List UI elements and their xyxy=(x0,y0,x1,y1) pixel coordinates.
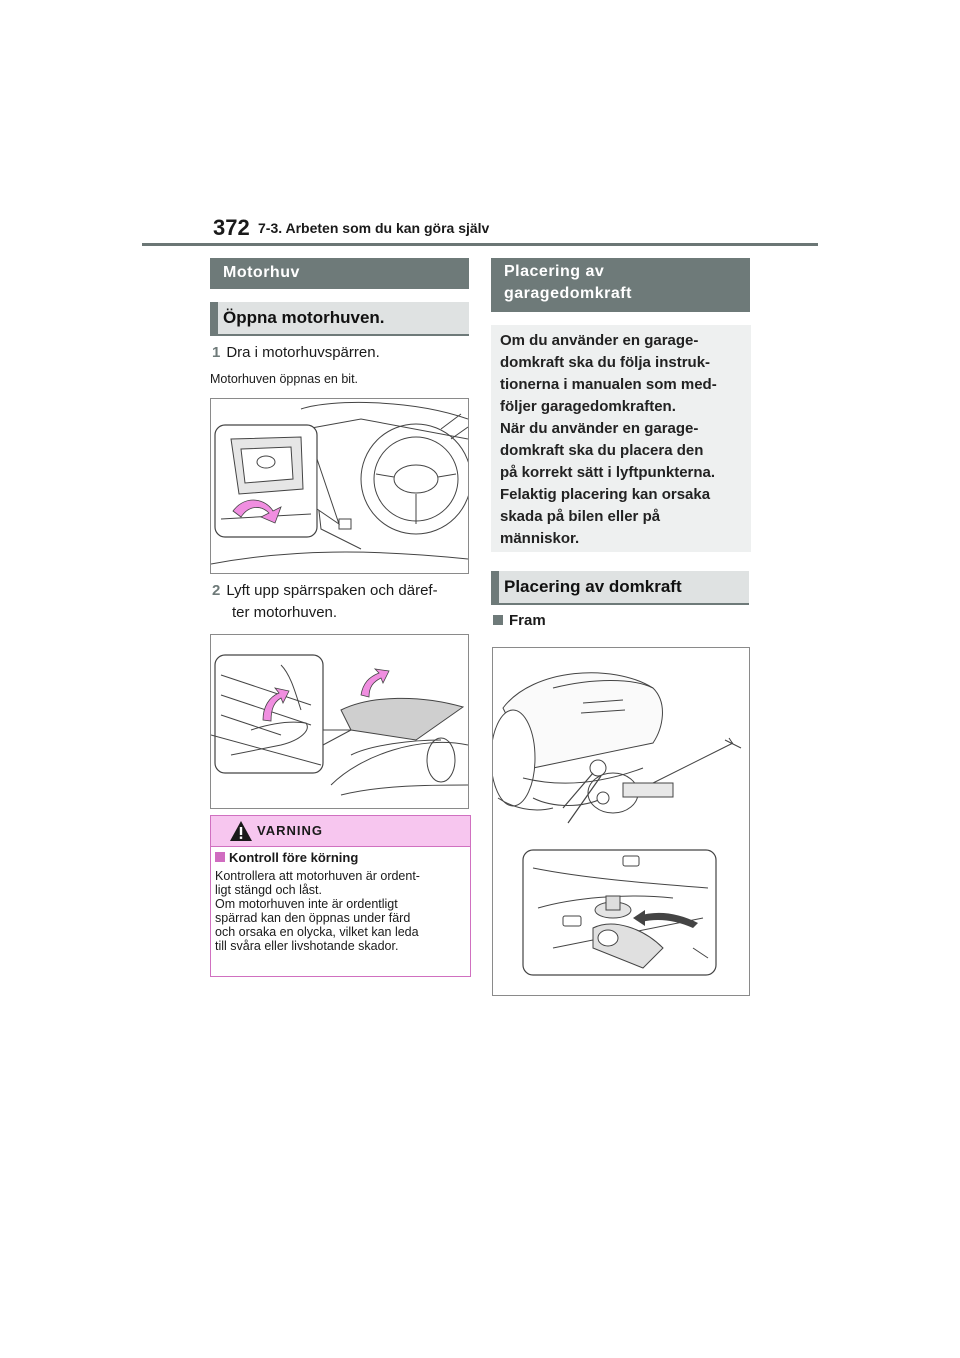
fram-label: Fram xyxy=(509,612,546,629)
warning-line: spärrad kan den öppnas under färd xyxy=(215,911,411,925)
open-hood-heading xyxy=(210,302,469,336)
warning-header xyxy=(211,816,470,847)
warning-box xyxy=(210,815,471,977)
warning-triangle-icon xyxy=(229,820,253,842)
hood-release-illustration xyxy=(211,399,468,573)
warning-line: ligt stängd och låst. xyxy=(215,883,323,897)
info-line: domkraft ska du följa instruk- xyxy=(500,354,711,371)
info-line: på korrekt sätt i lyftpunkterna. xyxy=(500,464,716,481)
step-1-number: 1 xyxy=(212,344,221,361)
info-line: tionerna i manualen som med- xyxy=(500,376,717,393)
warning-line: Kontrollera att motorhuven är ordent- xyxy=(215,869,420,883)
step-2-line1: Lyft upp spärrspaken och däref- xyxy=(226,582,438,599)
jack-banner-line2: garagedomkraft xyxy=(504,285,632,302)
warning-line: och orsaka en olycka, vilket kan leda xyxy=(215,925,419,939)
info-box xyxy=(491,325,751,552)
open-hood-heading-text: Öppna motorhuven. xyxy=(223,308,385,327)
info-line: människor. xyxy=(500,530,580,547)
info-line: När du använder en garage- xyxy=(500,420,699,437)
warning-body xyxy=(211,847,470,953)
page-number: 372 xyxy=(213,215,250,240)
jack-position-illustration xyxy=(493,648,749,995)
warning-line: Om motorhuven inte är ordentligt xyxy=(215,897,398,911)
step-1-text: Dra i motorhuvspärren. xyxy=(226,344,380,361)
info-line: domkraft ska du placera den xyxy=(500,442,704,459)
fram-bullet-icon xyxy=(493,615,503,625)
warning-bullet-icon xyxy=(215,852,225,862)
jack-position-heading xyxy=(491,571,749,605)
section-header: 7-3. Arbeten som du kan göra själv xyxy=(258,220,490,236)
step-1-note: Motorhuven öppnas en bit. xyxy=(210,372,359,386)
warning-title: VARNING xyxy=(257,823,323,838)
motorhuv-banner-title: Motorhuv xyxy=(223,264,300,281)
warning-line: till svåra eller livshotande skador. xyxy=(215,939,399,953)
jack-position-figure xyxy=(492,647,750,996)
jack-banner-line1: Placering av xyxy=(504,263,605,280)
step-2 xyxy=(212,580,438,624)
info-line: Felaktig placering kan orsaka xyxy=(500,486,711,503)
step-2-line2: ter motorhuven. xyxy=(232,604,338,621)
info-text xyxy=(500,330,717,550)
step-2-number: 2 xyxy=(212,582,221,599)
header-rule xyxy=(142,243,818,246)
info-line: följer garagedomkraften. xyxy=(500,398,676,415)
warning-subtitle: Kontroll före körning xyxy=(229,850,359,865)
motorhuv-banner xyxy=(210,258,469,289)
step-2-line1-wrap xyxy=(212,580,438,602)
hood-lift-illustration xyxy=(211,635,468,808)
hood-release-figure xyxy=(210,398,469,574)
fram-label-row xyxy=(493,612,546,629)
step-1 xyxy=(212,344,380,361)
jack-position-heading-text: Placering av domkraft xyxy=(504,577,682,596)
info-line: skada på bilen eller på xyxy=(500,508,661,525)
warning-subtitle-row xyxy=(215,851,466,865)
hood-lift-figure xyxy=(210,634,469,809)
info-line: Om du använder en garage- xyxy=(500,332,699,349)
jack-banner xyxy=(491,258,750,312)
